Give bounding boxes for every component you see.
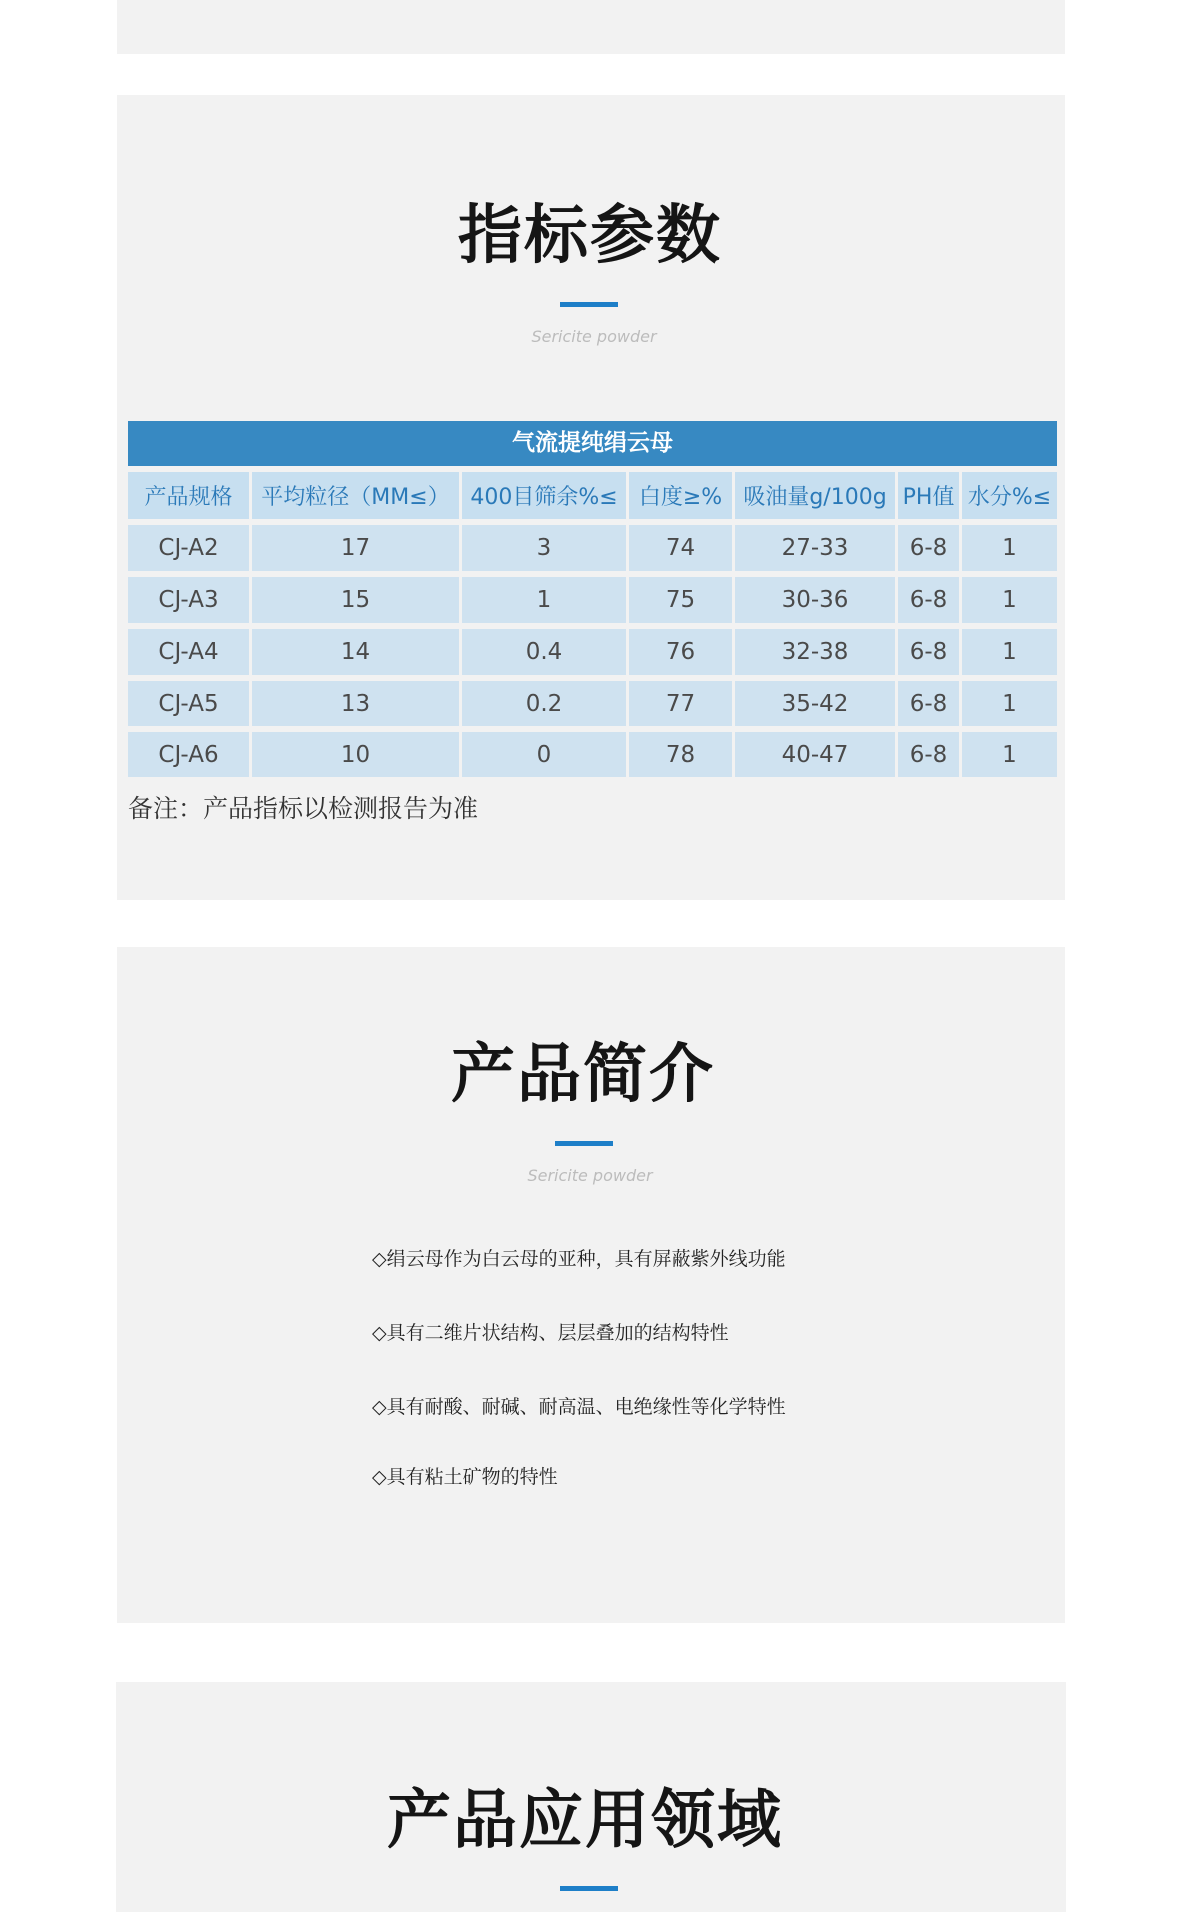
header-cell-spec: 产品规格	[128, 472, 249, 519]
table-cell: CJ-A5	[128, 681, 249, 726]
table-cell: 17	[252, 525, 459, 571]
table-cell: 6-8	[898, 681, 959, 726]
table-cell: 10	[252, 732, 459, 777]
table-cell: 76	[629, 629, 732, 675]
table-row	[128, 681, 1057, 726]
list-item: ◇具有粘土矿物的特性	[372, 1466, 558, 1488]
table-cell: 1	[462, 577, 626, 623]
table-row	[128, 577, 1057, 623]
table-cell: 35-42	[735, 681, 895, 726]
table-row	[128, 629, 1057, 675]
spec-title-underline	[560, 302, 618, 307]
table-cell: 0	[462, 732, 626, 777]
table-cell: 3	[462, 525, 626, 571]
table-cell: CJ-A3	[128, 577, 249, 623]
intro-title: 产品简介	[451, 1038, 715, 1112]
table-cell: 0.4	[462, 629, 626, 675]
application-title: 产品应用领域	[387, 1784, 783, 1858]
table-cell: 40-47	[735, 732, 895, 777]
list-item: ◇具有二维片状结构、层层叠加的结构特性	[372, 1322, 729, 1344]
header-cell-oil-absorption: 吸油量g/100g	[735, 472, 895, 519]
table-cell: 27-33	[735, 525, 895, 571]
intro-subtitle: Sericite powder	[527, 1166, 653, 1185]
header-cell-sieve-residue: 400目筛余%≤	[462, 472, 626, 519]
spec-table-caption: 气流提纯绢云母	[128, 421, 1057, 466]
table-cell: 75	[629, 577, 732, 623]
table-cell: 1	[962, 629, 1057, 675]
table-cell: 6-8	[898, 629, 959, 675]
table-cell: 32-38	[735, 629, 895, 675]
table-cell: 6-8	[898, 732, 959, 777]
table-cell: CJ-A6	[128, 732, 249, 777]
table-cell: 6-8	[898, 525, 959, 571]
spec-title: 指标参数	[458, 199, 722, 273]
list-item: ◇绢云母作为白云母的亚种，具有屏蔽紫外线功能	[372, 1248, 786, 1270]
table-row	[128, 732, 1057, 777]
table-cell: 1	[962, 525, 1057, 571]
application-title-underline	[560, 1886, 618, 1891]
spec-subtitle: Sericite powder	[531, 327, 657, 346]
table-cell: 1	[962, 577, 1057, 623]
table-cell: 1	[962, 732, 1057, 777]
table-cell: 30-36	[735, 577, 895, 623]
table-cell: 15	[252, 577, 459, 623]
header-cell-ph: PH值	[898, 472, 959, 519]
header-cell-whiteness: 白度≥%	[629, 472, 732, 519]
table-cell: CJ-A4	[128, 629, 249, 675]
table-cell: 78	[629, 732, 732, 777]
table-cell: 1	[962, 681, 1057, 726]
table-cell: 14	[252, 629, 459, 675]
table-row	[128, 525, 1057, 571]
header-cell-particle-size: 平均粒径（MM≤）	[252, 472, 459, 519]
table-cell: 77	[629, 681, 732, 726]
list-item: ◇具有耐酸、耐碱、耐高温、电绝缘性等化学特性	[372, 1396, 786, 1418]
spec-table-header	[128, 472, 1057, 519]
spec-note: 备注：产品指标以检测报告为准	[128, 794, 479, 823]
table-cell: CJ-A2	[128, 525, 249, 571]
table-cell: 0.2	[462, 681, 626, 726]
table-cell: 6-8	[898, 577, 959, 623]
header-cell-moisture: 水分%≤	[962, 472, 1057, 519]
intro-title-underline	[555, 1141, 613, 1146]
table-cell: 13	[252, 681, 459, 726]
table-cell: 74	[629, 525, 732, 571]
top-panel-fragment	[117, 0, 1065, 54]
